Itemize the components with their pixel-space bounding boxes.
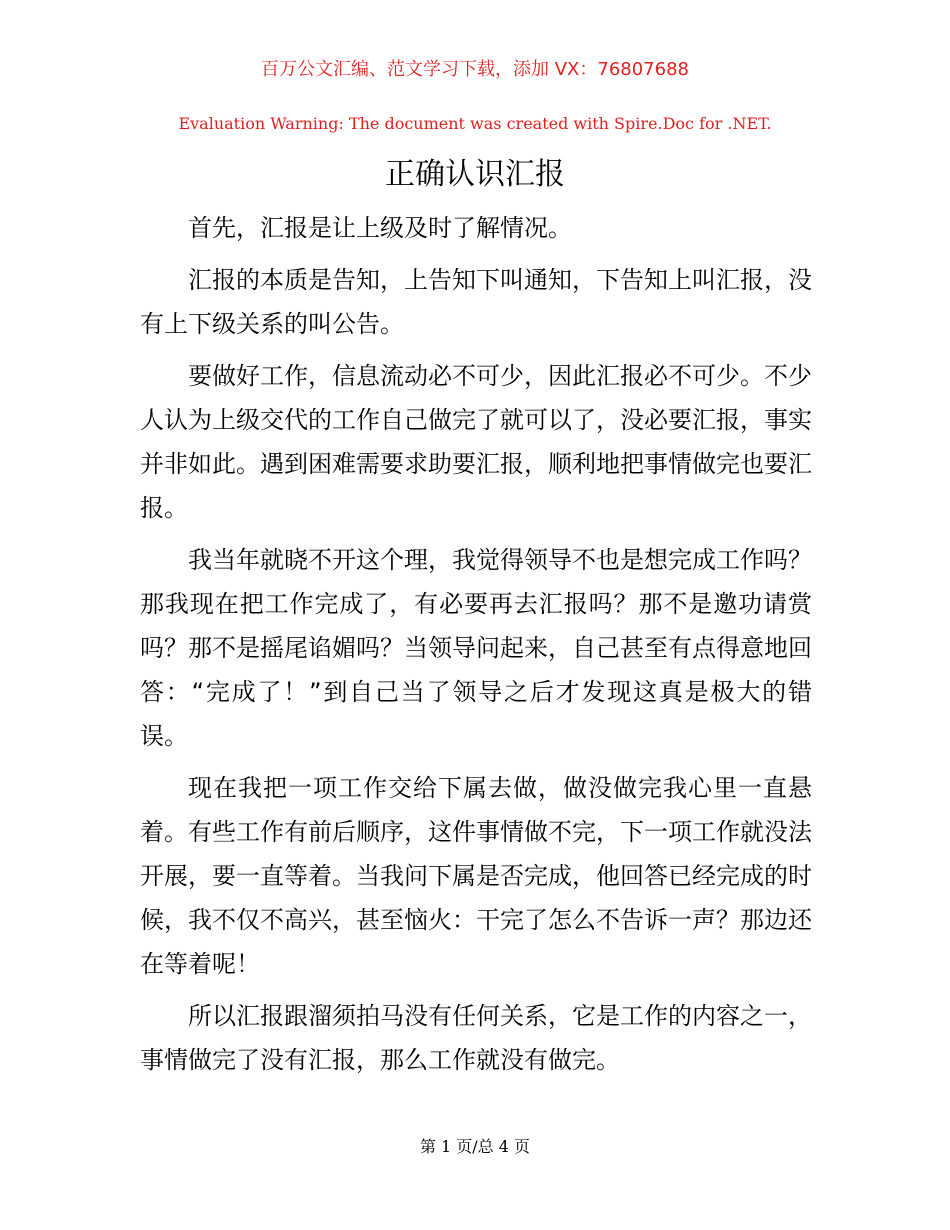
document-body: [140, 206, 812, 1090]
page-footer: 第 1 页/总 4 页: [419, 1137, 531, 1156]
paragraph: 所以汇报跟溜须拍马没有任何关系，它是工作的内容之一，事情做完了没有汇报，那么工作就没有做完。: [140, 1002, 812, 1074]
document-title: 正确认识汇报: [385, 157, 565, 192]
paragraph: 首先，汇报是让上级及时了解情况。: [188, 214, 572, 242]
paragraph: 我当年就晓不开这个理，我觉得领导不也是想完成工作吗？那我现在把工作完成了，有必要再去汇报吗？那不是邀功请赏吗？那不是摇尾谄媚吗？当领导问起来，自己甚至有点得意地回答：“完成了！”到自己当了领导之后才发现这真是极大的错误。: [140, 546, 812, 750]
promo-banner: 百万公文汇编、范文学习下载，添加 VX：76807688: [261, 59, 689, 80]
paragraph: 汇报的本质是告知，上告知下叫通知，下告知上叫汇报，没有上下级关系的叫公告。: [140, 266, 812, 338]
evaluation-warning: Evaluation Warning: The document was created with Spire.Doc for .NET.: [178, 114, 772, 133]
paragraph: 要做好工作，信息流动必不可少，因此汇报必不可少。不少人认为上级交代的工作自己做完了就可以了，没必要汇报，事实并非如此。遇到困难需要求助要汇报，顺利地把事情做完也要汇报。: [140, 362, 812, 522]
paragraph: 现在我把一项工作交给下属去做，做没做完我心里一直悬着。有些工作有前后顺序，这件事情做不完，下一项工作就没法开展，要一直等着。当我问下属是否完成，他回答已经完成的时候，我不仅不高兴，甚至恼火：干完了怎么不告诉一声？那边还在等着呢！: [140, 774, 812, 978]
